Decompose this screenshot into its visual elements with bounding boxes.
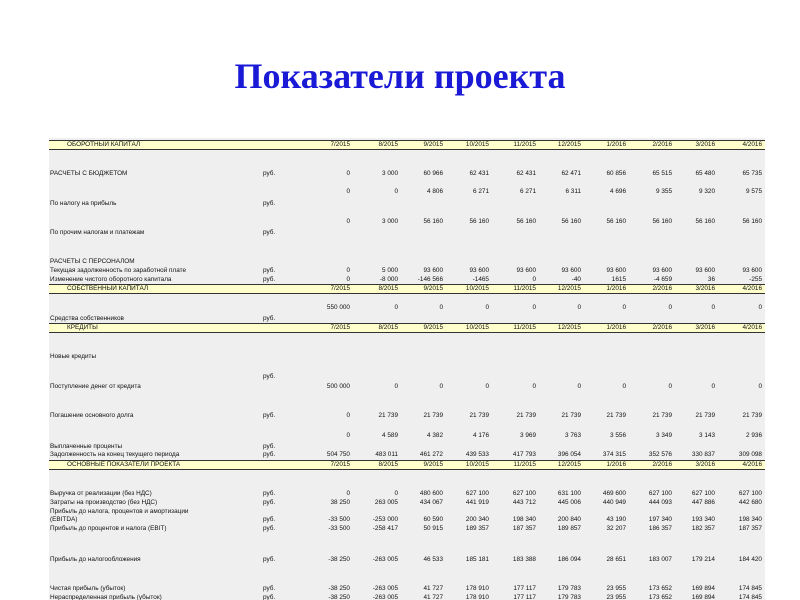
row-value: 169 894 — [691, 585, 715, 592]
row-label: Поступление денег от кредита — [50, 383, 141, 390]
row-value: 1/2016 — [606, 141, 626, 148]
row-label: Текущая задолженность по заработной плате — [50, 267, 187, 274]
row-value: 0 — [394, 188, 398, 195]
row-value: 36 — [707, 276, 715, 283]
row-value: 21 739 — [742, 412, 762, 419]
row-value: 480 600 — [419, 490, 443, 497]
row-value: 504 750 — [326, 451, 350, 458]
row-value: 330 837 — [691, 451, 715, 458]
row-value: 189 357 — [465, 525, 489, 532]
row-value: 65 515 — [652, 170, 672, 177]
row-value: 93 600 — [561, 267, 581, 274]
row-label: КРЕДИТЫ — [67, 324, 98, 331]
row-value: 374 315 — [602, 451, 626, 458]
row-value: -38 250 — [328, 585, 350, 592]
row-value: 7/2015 — [330, 324, 350, 331]
row-value: 8/2015 — [378, 141, 398, 148]
row-value: 627 100 — [738, 490, 762, 497]
row-unit: руб. — [263, 170, 276, 177]
row-value: 41 727 — [423, 585, 443, 592]
row-value: 10/2015 — [465, 324, 489, 331]
row-value: 178 910 — [465, 585, 489, 592]
row-value: 352 576 — [648, 451, 672, 458]
row-value: 627 100 — [691, 490, 715, 497]
row-value: 2 936 — [746, 432, 762, 439]
row-value: 439 533 — [465, 451, 489, 458]
row-value: 2/2016 — [652, 461, 672, 468]
row-value: 3 556 — [610, 432, 626, 439]
row-value: 56 160 — [423, 218, 443, 225]
row-value: 4/2016 — [742, 285, 762, 292]
row-value: 0 — [668, 304, 672, 311]
row-value: 21 739 — [378, 412, 398, 419]
row-value: 197 340 — [648, 516, 672, 523]
row-value: 11/2015 — [513, 285, 536, 292]
row-value: 3 000 — [382, 218, 398, 225]
row-value: 4 176 — [473, 432, 489, 439]
row-value: 0 — [346, 490, 350, 497]
row-value: 1/2016 — [606, 285, 626, 292]
row-value: 177 117 — [513, 594, 536, 600]
row-label: Выплаченные проценты — [50, 443, 123, 450]
row-value: 9/2015 — [423, 285, 443, 292]
row-value: 182 357 — [691, 525, 715, 532]
row-unit: руб. — [263, 200, 276, 207]
row-value: 41 727 — [423, 594, 443, 600]
row-value: -263 005 — [372, 556, 398, 563]
row-value: 0 — [622, 383, 626, 390]
row-value: 65 480 — [695, 170, 715, 177]
row-value: 184 420 — [738, 556, 762, 563]
row-value: 0 — [532, 304, 536, 311]
row-value: 10/2015 — [465, 141, 489, 148]
row-unit: руб. — [263, 499, 276, 506]
row-unit: руб. — [263, 525, 276, 532]
row-value: 469 600 — [602, 490, 626, 497]
row-value: -258 417 — [372, 525, 398, 532]
row-value: 445 006 — [557, 499, 581, 506]
row-value: 56 160 — [606, 218, 626, 225]
row-unit: руб. — [263, 315, 276, 322]
row-label: По прочим налогам и платежам — [50, 229, 145, 236]
row-value: 3/2016 — [695, 461, 715, 468]
row-value: -33 500 — [328, 516, 350, 523]
row-value: 7/2015 — [330, 141, 350, 148]
row-value: 440 949 — [602, 499, 626, 506]
row-value: 56 160 — [695, 218, 715, 225]
row-value: 200 340 — [465, 516, 489, 523]
row-value: 11/2015 — [513, 141, 536, 148]
row-value: 179 783 — [557, 594, 581, 600]
row-value: 3 143 — [699, 432, 715, 439]
row-label: Прибыль до процентов и налога (EBIT) — [50, 525, 167, 532]
row-value: -263 005 — [372, 594, 398, 600]
row-value: -253 000 — [372, 516, 398, 523]
row-value: 178 910 — [465, 594, 489, 600]
row-value: 483 011 — [375, 451, 398, 458]
row-label: Выручка от реализации (без НДС) — [50, 490, 152, 497]
row-value: 627 100 — [512, 490, 536, 497]
row-value: 177 117 — [513, 585, 536, 592]
row-value: 0 — [346, 267, 350, 274]
row-value: 56 160 — [652, 218, 672, 225]
row-value: 10/2015 — [465, 285, 489, 292]
row-label: Изменение чистого оборотного капитала — [50, 276, 172, 283]
row-value: 93 600 — [695, 267, 715, 274]
row-value: 8/2015 — [378, 285, 398, 292]
row-value: 50 915 — [423, 525, 443, 532]
row-value: 2/2016 — [652, 324, 672, 331]
row-value: 93 600 — [742, 267, 762, 274]
spreadsheet-table — [49, 138, 765, 600]
row-unit: руб. — [263, 490, 276, 497]
row-value: 1615 — [611, 276, 626, 283]
row-value: -146 566 — [417, 276, 443, 283]
row-value: 12/2015 — [557, 141, 581, 148]
row-value: 3 763 — [565, 432, 581, 439]
row-value: 46 533 — [423, 556, 443, 563]
row-value: 5 000 — [382, 267, 398, 274]
section-header-row — [49, 460, 765, 470]
row-value: 550 000 — [326, 304, 350, 311]
row-value: 444 093 — [648, 499, 672, 506]
row-value: 4 589 — [382, 432, 398, 439]
row-value: 396 054 — [557, 451, 581, 458]
row-label: ОСНОВНЫЕ ПОКАЗАТЕЛИ ПРОЕКТА — [67, 461, 181, 468]
row-value: 173 652 — [648, 594, 672, 600]
row-value: 0 — [758, 304, 762, 311]
row-value: 21 739 — [606, 412, 626, 419]
row-value: 7/2015 — [330, 285, 350, 292]
row-value: 93 600 — [606, 267, 626, 274]
row-value: 2/2016 — [652, 141, 672, 148]
row-value: 179 214 — [691, 556, 715, 563]
row-value: -263 005 — [372, 585, 398, 592]
row-value: 9 355 — [656, 188, 672, 195]
row-value: 4 806 — [427, 188, 443, 195]
row-value: 60 590 — [423, 516, 443, 523]
row-label: Средства собственников — [50, 315, 124, 322]
row-value: 0 — [532, 276, 536, 283]
row-value: 186 094 — [557, 556, 581, 563]
row-value: 93 600 — [516, 267, 536, 274]
row-unit: руб. — [263, 585, 276, 592]
row-value: 93 600 — [469, 267, 489, 274]
row-value: 8/2015 — [378, 461, 398, 468]
row-value: 0 — [346, 412, 350, 419]
row-value: 189 857 — [557, 525, 581, 532]
row-value: -255 — [749, 276, 762, 283]
row-value: 12/2015 — [557, 461, 581, 468]
row-value: -33 500 — [328, 525, 350, 532]
row-value: 627 100 — [648, 490, 672, 497]
row-value: 93 600 — [652, 267, 672, 274]
row-value: 0 — [346, 170, 350, 177]
row-value: 0 — [346, 188, 350, 195]
row-value: 0 — [711, 304, 715, 311]
row-value: 309 098 — [738, 451, 762, 458]
row-value: 4 696 — [610, 188, 626, 195]
section-header-row — [49, 284, 765, 294]
row-value: 3/2016 — [695, 285, 715, 292]
row-value: 0 — [394, 304, 398, 311]
row-value: 417 793 — [512, 451, 536, 458]
row-value: 12/2015 — [557, 285, 581, 292]
row-unit: руб. — [263, 412, 276, 419]
row-value: 21 739 — [695, 412, 715, 419]
row-value: 62 431 — [469, 170, 489, 177]
row-value: 0 — [577, 304, 581, 311]
row-value: 11/2015 — [513, 461, 536, 468]
row-value: 2/2016 — [652, 285, 672, 292]
row-value: 1/2016 — [606, 461, 626, 468]
row-value: 185 181 — [465, 556, 489, 563]
row-value: 173 652 — [648, 585, 672, 592]
row-value: 8/2015 — [378, 324, 398, 331]
row-value: 174 845 — [738, 585, 762, 592]
row-unit: руб. — [263, 373, 276, 380]
row-value: 0 — [532, 383, 536, 390]
row-value: 0 — [439, 383, 443, 390]
row-value: 0 — [394, 383, 398, 390]
row-unit: руб. — [263, 556, 276, 563]
row-value: 3 969 — [520, 432, 536, 439]
row-value: 65 735 — [742, 170, 762, 177]
section-header-row — [49, 140, 765, 150]
row-value: 0 — [622, 304, 626, 311]
row-value: 23 955 — [606, 585, 626, 592]
row-label: ОБОРОТНЫЙ КАПИТАЛ — [67, 141, 141, 148]
row-value: 11/2015 — [513, 324, 536, 331]
row-value: 21 739 — [652, 412, 672, 419]
row-value: 56 160 — [516, 218, 536, 225]
row-value: 434 067 — [419, 499, 443, 506]
row-value: 9/2015 — [423, 141, 443, 148]
row-value: 56 160 — [742, 218, 762, 225]
row-value: 198 340 — [738, 516, 762, 523]
row-unit: руб. — [263, 594, 276, 600]
row-value: 0 — [485, 383, 489, 390]
row-value: 56 160 — [561, 218, 581, 225]
row-value: 23 955 — [606, 594, 626, 600]
row-label: Прибыль до налога, процентов и амортизации — [50, 508, 189, 515]
row-value: 6 271 — [520, 188, 536, 195]
row-value: 187 357 — [512, 525, 536, 532]
row-value: 183 007 — [648, 556, 672, 563]
row-value: 7/2015 — [330, 461, 350, 468]
row-value: 183 388 — [512, 556, 536, 563]
row-value: 60 966 — [423, 170, 443, 177]
row-value: 28 651 — [606, 556, 626, 563]
row-value: 6 311 — [565, 188, 581, 195]
row-value: 0 — [346, 276, 350, 283]
row-value: 56 160 — [469, 218, 489, 225]
row-value: 461 272 — [419, 451, 443, 458]
row-value: 0 — [711, 383, 715, 390]
row-value: 263 005 — [374, 499, 398, 506]
row-value: 3 000 — [382, 170, 398, 177]
row-value: 0 — [439, 304, 443, 311]
row-value: 174 845 — [738, 594, 762, 600]
row-value: 93 600 — [423, 267, 443, 274]
row-value: 187 357 — [738, 525, 762, 532]
row-value: 0 — [394, 490, 398, 497]
row-value: 193 340 — [691, 516, 715, 523]
row-value: 631 100 — [557, 490, 581, 497]
row-value: 60 856 — [606, 170, 626, 177]
row-unit: руб. — [263, 451, 276, 458]
row-label: Чистая прибыль (убыток) — [50, 585, 126, 592]
row-value: 4/2016 — [742, 461, 762, 468]
row-value: 200 840 — [557, 516, 581, 523]
row-value: -4 659 — [653, 276, 672, 283]
row-value: 500 000 — [326, 383, 350, 390]
row-value: 21 739 — [469, 412, 489, 419]
row-label: РАСЧЕТЫ С ПЕРСОНАЛОМ — [50, 258, 135, 265]
row-value: 0 — [668, 383, 672, 390]
row-unit: руб. — [263, 276, 276, 283]
row-value: 1/2016 — [606, 324, 626, 331]
row-label: (EBITDA) — [50, 516, 78, 523]
row-value: -40 — [571, 276, 581, 283]
row-value: 4 382 — [427, 432, 443, 439]
row-value: 443 712 — [512, 499, 536, 506]
row-value: 0 — [346, 432, 350, 439]
row-value: -38 250 — [328, 556, 350, 563]
row-value: 442 680 — [738, 499, 762, 506]
row-value: 6 271 — [473, 188, 489, 195]
row-value: 3/2016 — [695, 324, 715, 331]
row-label: Задолженность на конец текущего периода — [50, 451, 180, 458]
row-value: 12/2015 — [557, 324, 581, 331]
row-value: -8 000 — [379, 276, 398, 283]
row-unit: руб. — [263, 267, 276, 274]
row-value: 32 207 — [606, 525, 626, 532]
row-value: 441 919 — [465, 499, 489, 506]
row-value: 21 739 — [423, 412, 443, 419]
row-label: СОБСТВЕННЫЙ КАПИТАЛ — [67, 285, 149, 292]
page-title: Показатели проекта — [234, 56, 566, 96]
row-value: 9 575 — [746, 188, 762, 195]
row-label: РАСЧЕТЫ С БЮДЖЕТОМ — [50, 170, 128, 177]
row-label: Затраты на производство (без НДС) — [50, 499, 158, 506]
row-value: 62 431 — [516, 170, 536, 177]
row-value: 9/2015 — [423, 461, 443, 468]
row-value: 3 349 — [656, 432, 672, 439]
row-label: Нераспределенная прибыль (убыток) — [50, 594, 162, 600]
row-value: 9/2015 — [423, 324, 443, 331]
row-label: Новые кредиты — [50, 353, 97, 360]
row-value: 10/2015 — [465, 461, 489, 468]
row-value: 21 739 — [561, 412, 581, 419]
row-label: Погашение основного долга — [50, 412, 134, 419]
row-unit: руб. — [263, 229, 276, 236]
row-value: 186 357 — [648, 525, 672, 532]
row-value: 4/2016 — [742, 324, 762, 331]
row-value: -1465 — [472, 276, 489, 283]
row-value: 0 — [485, 304, 489, 311]
row-unit: руб. — [263, 443, 276, 450]
row-value: 21 739 — [516, 412, 536, 419]
row-label: По налогу на прибыль — [50, 200, 117, 207]
row-value: 9 320 — [699, 188, 715, 195]
row-value: 38 250 — [330, 499, 350, 506]
row-value: 0 — [577, 383, 581, 390]
row-value: 62 471 — [561, 170, 581, 177]
row-unit: руб. — [263, 516, 276, 523]
row-value: 627 100 — [465, 490, 489, 497]
row-value: 0 — [758, 383, 762, 390]
row-value: 4/2016 — [742, 141, 762, 148]
row-value: 3/2016 — [695, 141, 715, 148]
section-header-row — [49, 323, 765, 333]
row-value: 43 190 — [606, 516, 626, 523]
row-value: 447 886 — [691, 499, 715, 506]
row-value: 179 783 — [557, 585, 581, 592]
row-value: 0 — [346, 218, 350, 225]
row-label: Прибыль до налогообложения — [50, 556, 141, 563]
row-value: 169 894 — [691, 594, 715, 600]
row-value: -38 250 — [328, 594, 350, 600]
row-value: 198 340 — [512, 516, 536, 523]
